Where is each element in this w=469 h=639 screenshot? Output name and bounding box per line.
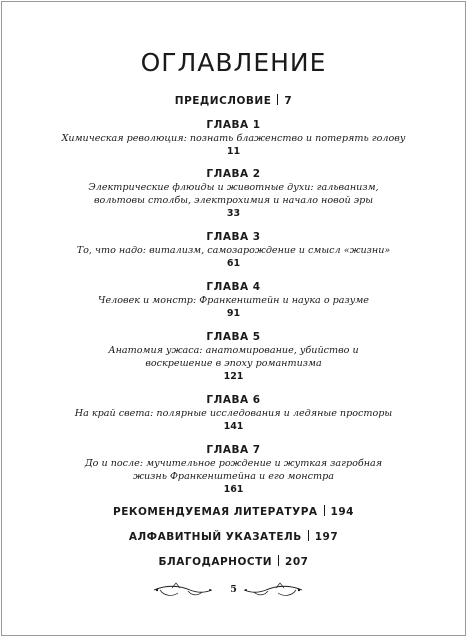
chapter-title: Электрические флюиды и животные духи: гальванизм, вольтовы столбы, электрохимия и начало новой эры	[88, 182, 379, 206]
chapter-page-number: 11	[226, 146, 241, 157]
toc-entry-preface	[2, 94, 465, 107]
chapter-page-number: 61	[226, 258, 241, 269]
backmatter-label: АЛФАВИТНЫЙ УКАЗАТЕЛЬ	[128, 531, 302, 543]
toc-entry-acknowledgements	[2, 555, 465, 568]
separator-bar	[277, 94, 278, 105]
backmatter-page: 197	[314, 531, 339, 543]
chapter-page-number: 33	[226, 208, 241, 219]
chapter-page-number: 141	[223, 421, 244, 432]
backmatter-page: 194	[330, 506, 354, 518]
page-number: 5	[230, 584, 237, 595]
toc-entry-chapter-1	[2, 119, 465, 158]
page-title: ОГЛАВЛЕНИЕ	[140, 48, 327, 77]
chapter-label: ГЛАВА 4	[206, 281, 261, 293]
backmatter-page: 207	[285, 556, 309, 568]
chapter-label: ГЛАВА 3	[206, 231, 261, 243]
flourish-ornament-right-icon	[242, 581, 304, 601]
toc-entry-chapter-3	[2, 231, 465, 270]
toc-entry-chapter-5	[2, 331, 465, 383]
preface-page: 7	[284, 95, 293, 107]
backmatter-label: БЛАГОДАРНОСТИ	[158, 556, 273, 568]
separator-bar	[308, 530, 309, 541]
chapter-title: Человек и монстр: Франкенштейн и наука о разуме	[98, 295, 369, 306]
toc-entry-chapter-4	[2, 281, 465, 320]
book-page	[1, 1, 466, 636]
chapter-label: ГЛАВА 1	[206, 119, 261, 131]
chapter-title: То, что надо: витализм, самозарождение и смысл «жизни»	[76, 245, 391, 256]
chapter-title: Анатомия ужаса: анатомирование, убийство и воскрешение в эпоху романтизма	[108, 345, 359, 369]
chapter-label: ГЛАВА 5	[206, 331, 261, 343]
chapter-label: ГЛАВА 7	[206, 444, 261, 456]
chapter-title: Химическая революция: познать блаженство и потерять голову	[61, 133, 406, 144]
chapter-page-number: 121	[223, 371, 244, 382]
toc-entry-recommended-reading	[2, 505, 465, 518]
chapter-page-number: 161	[223, 484, 244, 495]
toc-entry-index	[2, 530, 465, 543]
chapter-title: На край света: полярные исследования и ледяные просторы	[74, 408, 393, 419]
separator-bar	[324, 505, 325, 516]
chapter-label: ГЛАВА 2	[206, 168, 261, 180]
toc-entry-chapter-2	[2, 168, 465, 220]
chapter-title: До и после: мучительное рождение и жуткая загробная жизнь Франкенштейна и его монстра	[84, 458, 383, 482]
page-footer	[2, 581, 465, 603]
toc-entry-chapter-7	[2, 444, 465, 496]
separator-bar	[278, 555, 279, 566]
toc-entry-chapter-6	[2, 394, 465, 433]
backmatter-label: РЕКОМЕНДУЕМАЯ ЛИТЕРАТУРА	[113, 506, 318, 518]
preface-label: ПРЕДИСЛОВИЕ	[174, 95, 272, 107]
chapter-label: ГЛАВА 6	[206, 394, 261, 406]
chapter-page-number: 91	[226, 308, 241, 319]
